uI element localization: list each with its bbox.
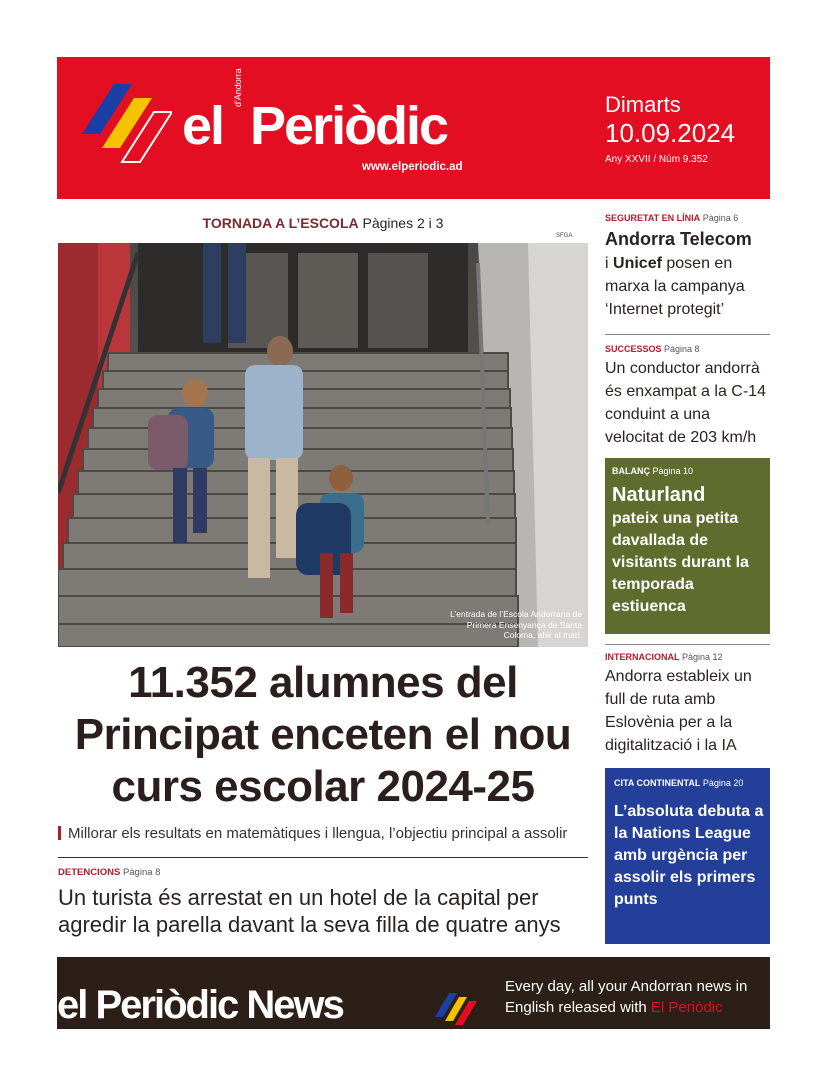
- balanc-rest: pateix una petita davallada de visitants durant la temporada estiuenca: [612, 510, 749, 615]
- seguretat-kicker: [605, 213, 770, 223]
- lead-photo[interactable]: [58, 243, 588, 647]
- logo-dandorra: d'Andorra: [233, 68, 243, 107]
- balanc-section: BALANÇ: [612, 466, 650, 476]
- seguretat-section: SEGURETAT EN LÍNIA: [605, 213, 701, 223]
- detencions-page: Pàgina 8: [122, 867, 161, 878]
- internacional-headline[interactable]: Andorra estableix un full de ruta amb Eslovènia per a la digitalització i la IA: [605, 668, 752, 754]
- seguretat-rest: posen en marxa la campanya ‘Internet protegit’: [605, 255, 745, 318]
- internacional-page: Pàgina 12: [682, 652, 723, 662]
- divider: [605, 644, 770, 645]
- logo-el: el: [182, 96, 224, 156]
- internacional-section: INTERNACIONAL: [605, 652, 680, 662]
- balanc-box[interactable]: [605, 458, 770, 634]
- detencions-headline[interactable]: Un turista és arrestat en un hotel de la capital per agredir la parella davant la seva filla de quatre anys: [58, 885, 561, 937]
- banner-logo: el Periòdic News: [57, 983, 343, 1027]
- balanc-headline: [612, 484, 767, 618]
- school-stairs-image: [58, 243, 588, 647]
- website-url[interactable]: www.elperiodic.ad: [362, 161, 463, 173]
- lead-headline[interactable]: 11.352 alumnes del Principat enceten el nou curs escolar 2024-25: [74, 658, 572, 811]
- successos-kicker: [605, 344, 770, 354]
- lead-kicker: [58, 215, 588, 231]
- detencions-kicker: [58, 867, 160, 878]
- seguretat-page: Pàgina 6: [702, 213, 739, 223]
- successos-headline[interactable]: Un conductor andorrà és enxampat a la C-14 conduint a una velocitat de 203 km/h: [605, 360, 766, 446]
- divider: [58, 857, 588, 858]
- seguretat-headline[interactable]: [605, 228, 770, 321]
- news-banner[interactable]: [57, 957, 770, 1029]
- detencions-section: DETENCIONS: [58, 867, 121, 878]
- seguretat-mid: i: [605, 255, 609, 272]
- issue-date: 10.09.2024: [605, 118, 736, 148]
- banner-text-main: Every day, all your Andorran news in English released with: [505, 978, 748, 1016]
- logo-name: Periòdic: [250, 96, 448, 156]
- balanc-name: Naturland: [612, 484, 706, 506]
- lead-kicker-label: TORNADA A L’ESCOLA: [202, 215, 359, 231]
- balanc-page: Pàgina 10: [652, 466, 694, 476]
- successos-section: SUCCESSOS: [605, 344, 662, 354]
- seguretat-name2: Unicef: [613, 255, 662, 272]
- lead-subhead-text: Millorar els resultats en matemàtiques i llengua, l’objectiu principal a assolir: [68, 825, 568, 842]
- photo-credit: SFGA: [556, 233, 573, 239]
- cita-kicker: [614, 778, 743, 788]
- balanc-kicker: [612, 466, 693, 476]
- divider: [605, 334, 770, 335]
- subhead-bar: [58, 826, 61, 840]
- cita-section: CITA CONTINENTAL: [614, 778, 701, 788]
- banner-brand: El Periòdic: [650, 999, 723, 1016]
- banner-flag-icon: [435, 993, 483, 1029]
- issue-number: Any XXVII / Núm 9.352: [605, 154, 708, 165]
- cita-headline: L’absoluta debuta a la Nations League amb urgència per assolir els primers punts: [614, 803, 764, 908]
- photo-caption: L’entrada de l’Escola Andorrana de Primera Ensenyança de Santa Coloma, ahir al matí.: [450, 609, 582, 640]
- internacional-kicker: [605, 652, 770, 662]
- lead-subhead: [58, 825, 588, 842]
- seguretat-name1: Andorra Telecom: [605, 229, 752, 249]
- andorra-flag-logo-icon: [82, 82, 172, 172]
- banner-text: [505, 976, 765, 1018]
- cita-box[interactable]: [605, 768, 770, 944]
- issue-day: Dimarts: [605, 92, 681, 117]
- successos-page: Pàgina 8: [664, 344, 700, 354]
- cita-page: Pàgina 20: [702, 778, 744, 788]
- lead-kicker-pages: Pàgines 2 i 3: [362, 215, 444, 231]
- masthead: [57, 57, 770, 199]
